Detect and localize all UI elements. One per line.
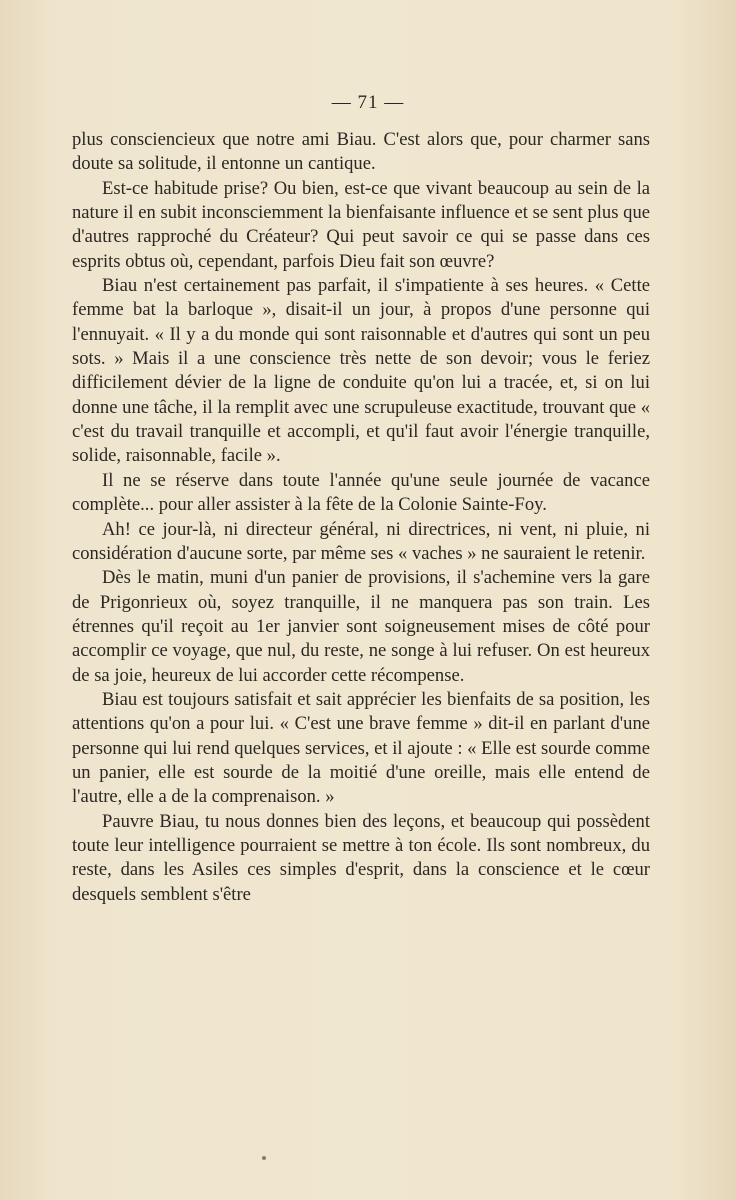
paragraph-4: Il ne se réserve dans toute l'année qu'une seule journée de vacance complète... pour aller assister à la fête de la Colonie Sainte-Foy. [72, 469, 650, 516]
paragraph-6: Dès le matin, muni d'un panier de provisions, il s'achemine vers la gare de Prigonrieux où, soyez tranquille, il ne manquera pas son train. Les étrennes qu'il reçoit au 1er janvier sont soigneusement mises de côté pour accomplir ce voyage, que nul, du reste, ne songe à lui refuser. On est heureux de sa joie, heureux de lui accorder cette récompense. [72, 567, 650, 686]
paragraph-5: Ah! ce jour-là, ni directeur général, ni directrices, ni vent, ni pluie, ni considération d'aucune sorte, par même ses « vaches » ne sauraient le retenir. [72, 518, 650, 564]
paragraph-3: Biau n'est certainement pas parfait, il s'impatiente à ses heures. « Cette femme bat la barloque », disait-il un jour, à propos d'une personne qui l'ennuyait. « Il y a du monde qui sont raisonnable et d'autres qui sont un peu sots. » Mais il a une conscience très nette de son devoir; vous le feriez difficilement dévier de la ligne de conduite qu'on lui a tracée, et, si on lui donne une tâche, il la remplit avec une scrupuleuse exactitude, trouvant que « c'est du travail tranquille et accompli, et qu'il faut avoir l'énergie tranquille, solide, raisonnable, facile ». [72, 275, 650, 467]
paper-speck [262, 1156, 266, 1160]
paragraph-7: Biau est toujours satisfait et sait apprécier les bienfaits de sa position, les attentions qu'on a pour lui. « C'est une brave femme » dit-il en parlant d'une personne qui lui rend quelques services, et il ajoute : « Elle est sourde comme un panier, elle est sourde de la moitié d'une oreille, mais elle entend de l'autre, elle a de la comprenaison. » [72, 688, 650, 808]
paragraph-1: plus consciencieux que notre ami Biau. C'est alors que, pour charmer sans doute sa solitude, il entonne un cantique. [72, 129, 650, 175]
paragraph-2: Est-ce habitude prise? Ou bien, est-ce que vivant beaucoup au sein de la nature il en subit inconsciemment la bienfaisante influence et se sent plus que d'autres rapproché du Créateur? Qui peut savoir ce qui se passe dans ces esprits obtus où, cependant, parfois Dieu fait son œuvre? [72, 177, 650, 272]
page-number: — 71 — [331, 92, 405, 113]
paragraph-8: Pauvre Biau, tu nous donnes bien des leçons, et beaucoup qui possèdent toute leur intelligence pourraient se mettre à ton école. Ils sont nombreux, du reste, dans les Asiles ces simples d'esprit, dans la conscience et le cœur desquels semblent s'être [72, 810, 650, 905]
body-text [72, 128, 650, 907]
